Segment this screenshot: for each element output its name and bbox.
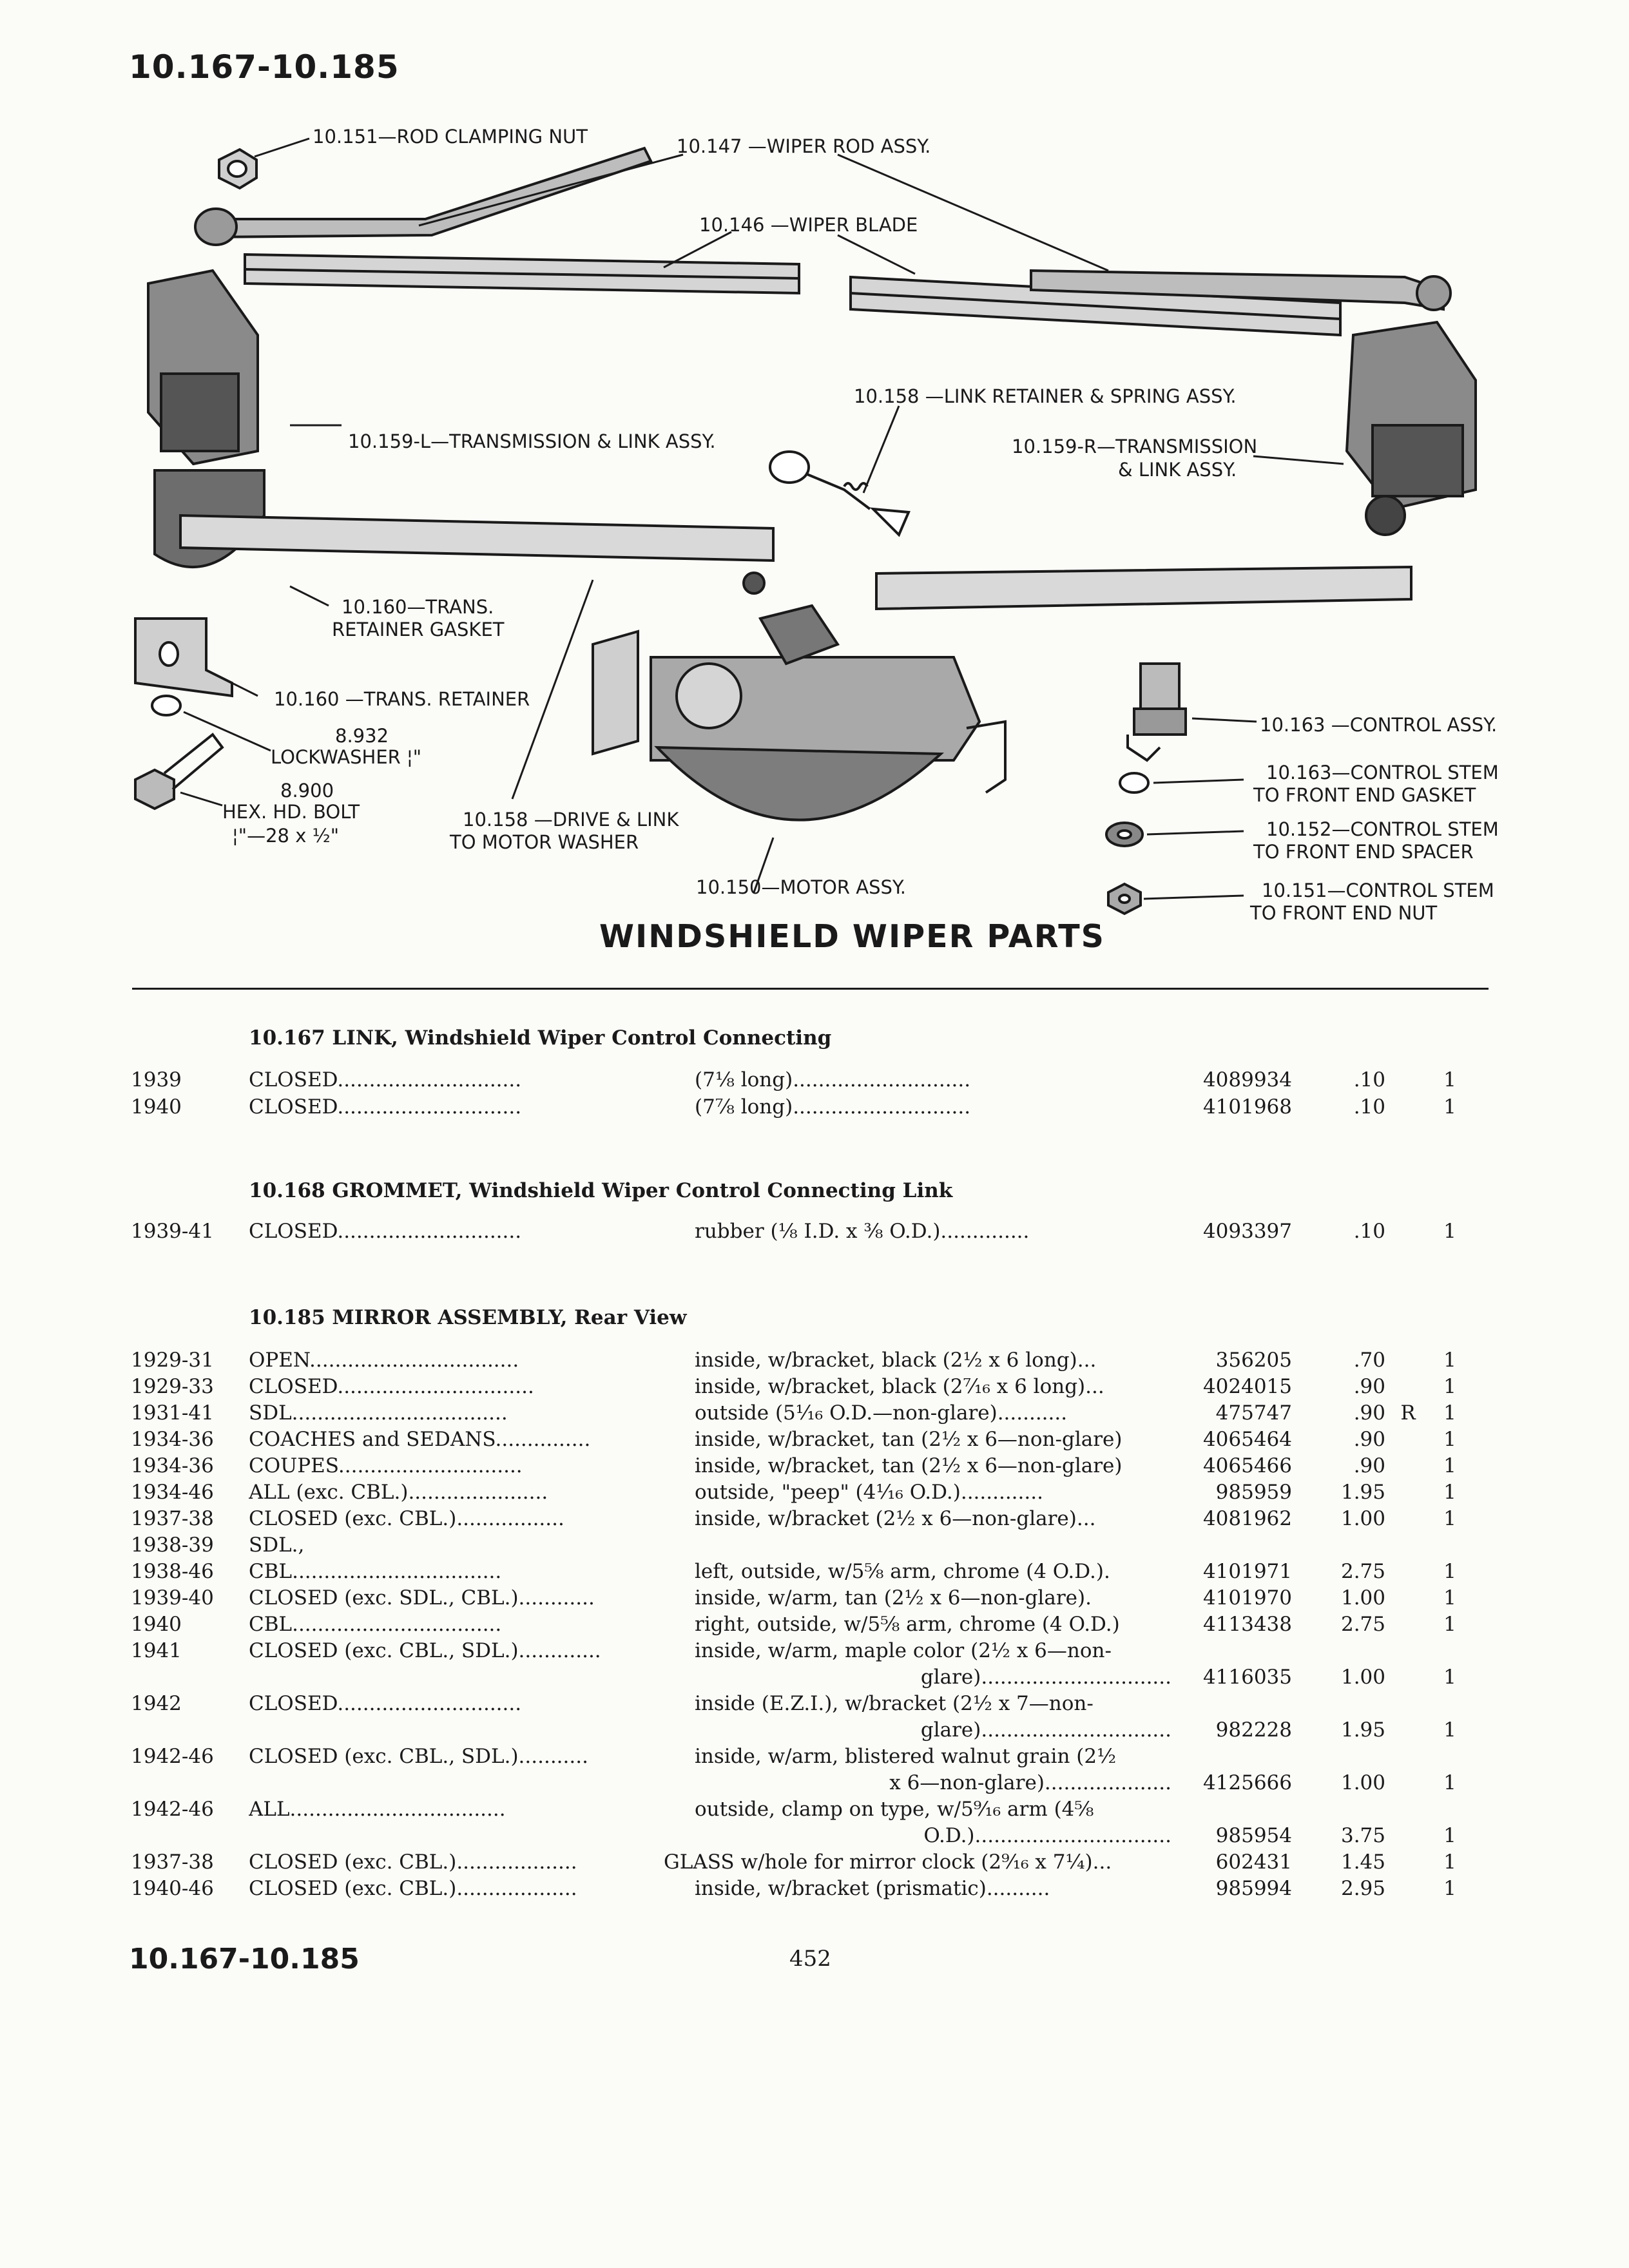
callout-trans-retainer: 10.160 —TRANS. RETAINER [274, 688, 530, 710]
control-stem-nut-icon [1108, 884, 1141, 914]
row-part-number: 4116035 [1202, 1666, 1292, 1689]
callout-drive-washer-2: TO MOTOR WASHER [450, 831, 639, 853]
row-part-number: 4081962 [1202, 1507, 1292, 1530]
row-description: inside, w/arm, maple color (2½ x 6—non- [695, 1639, 1112, 1662]
row-year: 1934-36 [131, 1454, 214, 1477]
control-stem-gasket-icon [1120, 773, 1148, 793]
row-quantity: 1 [1443, 1481, 1456, 1504]
row-price: 1.95 [1340, 1481, 1385, 1504]
callout-lockwasher-1: 8.932 [335, 725, 389, 747]
row-part-number: 4125666 [1202, 1771, 1292, 1794]
row-flag: R [1400, 1401, 1416, 1425]
row-quantity: 1 [1443, 1068, 1456, 1091]
page-footer-code: 10.167-10.185 [129, 1943, 360, 1975]
row-body: COACHES and SEDANS............... [249, 1428, 591, 1451]
page-header-code: 10.167-10.185 [129, 48, 400, 86]
row-price: 1.00 [1340, 1771, 1385, 1794]
row-price: 2.75 [1340, 1613, 1385, 1636]
row-body: CLOSED............................. [249, 1068, 522, 1091]
row-year: 1931-41 [131, 1401, 214, 1425]
row-part-number: 985959 [1215, 1481, 1292, 1504]
row-price: .10 [1353, 1095, 1385, 1119]
row-body: CLOSED............................... [249, 1375, 534, 1398]
row-description: x 6—non-glare).................... [889, 1771, 1171, 1794]
row-year: 1940 [131, 1613, 182, 1636]
row-description: (7⅞ long)............................ [695, 1095, 971, 1119]
callout-link-retainer: 10.158 —LINK RETAINER & SPRING ASSY. [854, 385, 1237, 407]
row-quantity: 1 [1443, 1718, 1456, 1742]
hex-bolt-icon [135, 735, 222, 809]
callout-transmission-right-2: & LINK ASSY. [1118, 459, 1237, 481]
row-price: 1.45 [1340, 1850, 1385, 1874]
row-part-number: 4024015 [1202, 1375, 1292, 1398]
row-part-number: 475747 [1215, 1401, 1292, 1425]
table-row [0, 1666, 1629, 1691]
row-year: 1934-36 [131, 1428, 214, 1451]
row-description: outside (5¹⁄₁₆ O.D.—non-glare)........... [695, 1401, 1068, 1425]
row-quantity: 1 [1443, 1349, 1456, 1372]
row-body: OPEN................................. [249, 1349, 519, 1372]
row-price: .90 [1353, 1375, 1385, 1398]
table-row [0, 1850, 1629, 1876]
row-price: .10 [1353, 1220, 1385, 1243]
table-row [0, 1718, 1629, 1744]
row-price: 2.75 [1340, 1560, 1385, 1583]
row-body: CLOSED (exc. CBL.)................. [249, 1507, 564, 1530]
row-body: CLOSED............................. [249, 1095, 522, 1119]
row-description: inside, w/bracket (prismatic).......... [695, 1877, 1050, 1900]
table-row [0, 1428, 1629, 1454]
table-row [0, 1692, 1629, 1718]
callout-stem-nut-2: TO FRONT END NUT [1250, 902, 1438, 924]
row-description: outside, "peep" (4¹⁄₁₆ O.D.)............. [695, 1481, 1043, 1504]
row-body: CLOSED (exc. CBL.)................... [249, 1850, 577, 1874]
table-row [0, 1798, 1629, 1823]
row-description: inside, w/bracket, black (2½ x 6 long)... [695, 1349, 1097, 1372]
row-year: 1940-46 [131, 1877, 214, 1900]
row-quantity: 1 [1443, 1824, 1456, 1847]
row-description: GLASS w/hole for mirror clock (2⁹⁄₁₆ x 7¼)... [664, 1850, 1112, 1874]
row-price: .10 [1353, 1068, 1385, 1091]
row-price: .90 [1353, 1401, 1385, 1425]
row-quantity: 1 [1443, 1507, 1456, 1530]
callout-transmission-left: 10.159-L—TRANSMISSION & LINK ASSY. [348, 430, 716, 452]
row-year: 1941 [131, 1639, 182, 1662]
row-body: CLOSED (exc. SDL., CBL.)............ [249, 1586, 595, 1610]
row-price: 1.95 [1340, 1718, 1385, 1742]
row-quantity: 1 [1443, 1454, 1456, 1477]
row-body: CBL................................. [249, 1613, 502, 1636]
transmission-right-icon [1347, 322, 1476, 535]
row-year: 1942-46 [131, 1798, 214, 1821]
row-part-number: 4113438 [1202, 1613, 1292, 1636]
section-divider [132, 988, 1489, 990]
row-quantity: 1 [1443, 1220, 1456, 1243]
row-part-number: 602431 [1215, 1850, 1292, 1874]
row-part-number: 356205 [1215, 1349, 1292, 1372]
callout-drive-washer-1: 10.158 —DRIVE & LINK [463, 809, 679, 831]
row-year: 1939-40 [131, 1586, 214, 1610]
row-body: ALL.................................. [249, 1798, 506, 1821]
row-price: .90 [1353, 1454, 1385, 1477]
diagram-title: WINDSHIELD WIPER PARTS [599, 918, 1105, 955]
row-description: inside, w/arm, tan (2½ x 6—non-glare). [695, 1586, 1092, 1610]
page-number: 452 [789, 1946, 831, 1972]
row-body: CLOSED............................. [249, 1220, 522, 1243]
table-row [0, 1220, 1629, 1245]
table-row [0, 1639, 1629, 1665]
table-row [0, 1613, 1629, 1639]
row-price: .90 [1353, 1428, 1385, 1451]
row-description: outside, clamp on type, w/5⁹⁄₁₆ arm (4⅝ [695, 1798, 1094, 1821]
row-part-number: 4065464 [1202, 1428, 1292, 1451]
row-description: right, outside, w/5⅝ arm, chrome (4 O.D.) [695, 1613, 1120, 1636]
row-description: inside, w/bracket, tan (2½ x 6—non-glare) [695, 1454, 1123, 1477]
callout-motor-assy: 10.150—MOTOR ASSY. [696, 876, 906, 898]
row-quantity: 1 [1443, 1877, 1456, 1900]
row-year: 1939 [131, 1068, 182, 1091]
table-row [0, 1507, 1629, 1533]
link-retainer-spring-icon [770, 452, 909, 535]
row-description: (7⅛ long)............................ [695, 1068, 971, 1091]
row-quantity: 1 [1443, 1375, 1456, 1398]
lockwasher-icon [152, 696, 180, 715]
row-part-number: 4093397 [1202, 1220, 1292, 1243]
row-quantity: 1 [1443, 1095, 1456, 1119]
row-part-number: 985954 [1215, 1824, 1292, 1847]
callout-control-assy: 10.163 —CONTROL ASSY. [1260, 714, 1498, 736]
table-row [0, 1771, 1629, 1797]
row-year: 1940 [131, 1095, 182, 1119]
callout-stem-gasket-1: 10.163—CONTROL STEM [1266, 762, 1499, 783]
section-title-10-167: 10.167 LINK, Windshield Wiper Control Connecting [249, 1026, 832, 1050]
row-description: inside, w/bracket, black (2⁷⁄₁₆ x 6 long)... [695, 1375, 1104, 1398]
link-bar-right-icon [876, 567, 1411, 609]
row-body: CLOSED (exc. CBL., SDL.)............. [249, 1639, 601, 1662]
wiper-blade-left-icon [245, 255, 799, 293]
row-description: rubber (⅛ I.D. x ⅜ O.D.).............. [695, 1220, 1030, 1243]
row-price: 3.75 [1340, 1824, 1385, 1847]
section-title-10-185: 10.185 MIRROR ASSEMBLY, Rear View [249, 1306, 687, 1329]
row-year: 1939-41 [131, 1220, 214, 1243]
table-row [0, 1745, 1629, 1771]
row-price: 1.00 [1340, 1586, 1385, 1610]
callout-wiper-blade: 10.146 —WIPER BLADE [699, 214, 918, 236]
row-quantity: 1 [1443, 1428, 1456, 1451]
row-year: 1938-46 [131, 1560, 214, 1583]
rod-clamping-nut-icon [219, 149, 256, 188]
row-description: glare).............................. [920, 1718, 1171, 1742]
row-part-number: 4101968 [1202, 1095, 1292, 1119]
row-quantity: 1 [1443, 1401, 1456, 1425]
row-description: inside, w/bracket, tan (2½ x 6—non-glare) [695, 1428, 1123, 1451]
row-part-number: 4101970 [1202, 1586, 1292, 1610]
row-body: COUPES............................. [249, 1454, 523, 1477]
callout-bolt-3: ¦"—28 x ½" [232, 825, 340, 847]
row-description: inside, w/bracket (2½ x 6—non-glare)... [695, 1507, 1096, 1530]
callout-lockwasher-2: LOCKWASHER ¦" [271, 746, 422, 768]
row-quantity: 1 [1443, 1560, 1456, 1583]
callout-wiper-rod-assy: 10.147 —WIPER ROD ASSY. [677, 135, 931, 157]
control-assembly-icon [1128, 664, 1186, 760]
callout-trans-gasket-2: RETAINER GASKET [332, 619, 505, 640]
callout-stem-nut-1: 10.151—CONTROL STEM [1262, 879, 1494, 901]
callout-stem-spacer-2: TO FRONT END SPACER [1253, 841, 1474, 863]
row-description: inside, w/arm, blistered walnut grain (2½ [695, 1745, 1117, 1768]
row-body: ALL (exc. CBL.)...................... [249, 1481, 548, 1504]
row-body: CLOSED (exc. CBL.)................... [249, 1877, 577, 1900]
trans-retainer-icon [135, 619, 232, 696]
transmission-left-icon [148, 271, 258, 464]
control-stem-spacer-icon [1106, 823, 1142, 846]
row-price: 2.95 [1340, 1877, 1385, 1900]
row-year: 1934-46 [131, 1481, 214, 1504]
link-bar-left-icon [180, 515, 773, 561]
row-year: 1937-38 [131, 1850, 214, 1874]
callout-stem-gasket-2: TO FRONT END GASKET [1253, 784, 1476, 806]
row-year: 1938-39 [131, 1533, 214, 1557]
row-part-number: 985994 [1215, 1877, 1292, 1900]
table-row [0, 1533, 1629, 1559]
row-quantity: 1 [1443, 1666, 1456, 1689]
wiper-rod-left-icon [195, 148, 651, 245]
row-body: SDL.................................. [249, 1401, 508, 1425]
row-quantity: 1 [1443, 1850, 1456, 1874]
row-part-number: 4089934 [1202, 1068, 1292, 1091]
row-price: 1.00 [1340, 1666, 1385, 1689]
table-row [0, 1349, 1629, 1374]
row-body: CLOSED (exc. CBL., SDL.)........... [249, 1745, 588, 1768]
row-description: O.D.)............................... [923, 1824, 1171, 1847]
callout-transmission-right-1: 10.159-R—TRANSMISSION [1012, 436, 1258, 457]
table-row [0, 1068, 1629, 1094]
table-row [0, 1095, 1629, 1121]
row-description: left, outside, w/5⅝ arm, chrome (4 O.D.). [695, 1560, 1110, 1583]
row-quantity: 1 [1443, 1613, 1456, 1636]
table-row [0, 1586, 1629, 1612]
table-row [0, 1481, 1629, 1506]
table-row [0, 1877, 1629, 1903]
row-body: SDL., [249, 1533, 305, 1557]
row-year: 1929-33 [131, 1375, 214, 1398]
row-year: 1942-46 [131, 1745, 214, 1768]
callout-bolt-1: 8.900 [280, 780, 334, 802]
table-row [0, 1454, 1629, 1480]
table-row [0, 1401, 1629, 1427]
table-row [0, 1375, 1629, 1401]
callout-rod-clamping-nut: 10.151—ROD CLAMPING NUT [313, 126, 588, 148]
row-description: glare).............................. [920, 1666, 1171, 1689]
row-part-number: 982228 [1215, 1718, 1292, 1742]
table-row [0, 1560, 1629, 1586]
row-year: 1942 [131, 1692, 182, 1715]
table-row [0, 1824, 1629, 1850]
row-year: 1937-38 [131, 1507, 214, 1530]
row-body: CBL................................. [249, 1560, 502, 1583]
row-part-number: 4065466 [1202, 1454, 1292, 1477]
section-title-10-168: 10.168 GROMMET, Windshield Wiper Control Connecting Link [249, 1179, 953, 1202]
row-part-number: 4101971 [1202, 1560, 1292, 1583]
row-quantity: 1 [1443, 1771, 1456, 1794]
row-price: 1.00 [1340, 1507, 1385, 1530]
callout-stem-spacer-1: 10.152—CONTROL STEM [1266, 818, 1499, 840]
callout-trans-gasket-1: 10.160—TRANS. [342, 596, 494, 618]
row-body: CLOSED............................. [249, 1692, 522, 1715]
motor-assembly-icon [593, 573, 1005, 820]
callout-bolt-2: HEX. HD. BOLT [222, 801, 360, 823]
row-year: 1929-31 [131, 1349, 214, 1372]
row-price: .70 [1353, 1349, 1385, 1372]
row-description: inside (E.Z.I.), w/bracket (2½ x 7—non- [695, 1692, 1094, 1715]
row-quantity: 1 [1443, 1586, 1456, 1610]
